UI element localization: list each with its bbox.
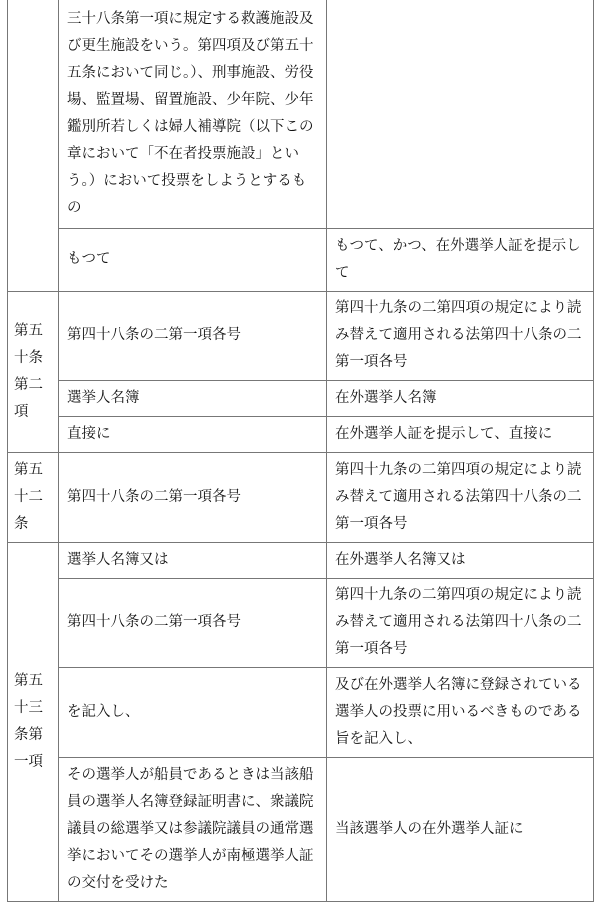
- table-row: [8, 416, 594, 452]
- original-text-cell: 選挙人名簿: [59, 380, 327, 416]
- table-row: [8, 452, 594, 542]
- table-row: [8, 0, 594, 228]
- replacement-text-cell: 及び在外選挙人名簿に登録されている選挙人の投票に用いるべきものである旨を記入し、: [327, 667, 594, 757]
- article-cell: [8, 0, 59, 291]
- original-text-cell: 選挙人名簿又は: [59, 542, 327, 578]
- replacement-text-cell: 在外選挙人証を提示して、直接に: [327, 416, 594, 452]
- replacement-text-cell: 在外選挙人名簿: [327, 380, 594, 416]
- law-document: [7, 0, 594, 902]
- original-text-cell: もつて: [59, 228, 327, 291]
- article-cell: 第五十二条: [8, 452, 59, 542]
- replacement-text-cell: 第四十九条の二第四項の規定により読み替えて適用される法第四十八条の二第一項各号: [327, 578, 594, 667]
- original-text-cell: 第四十八条の二第一項各号: [59, 452, 327, 542]
- replacement-text-cell: [327, 0, 594, 228]
- replacement-text-cell: 在外選挙人名簿又は: [327, 542, 594, 578]
- replacement-text-cell: 第四十九条の二第四項の規定により読み替えて適用される法第四十八条の二第一項各号: [327, 291, 594, 380]
- table-row: [8, 228, 594, 291]
- table-row: [8, 380, 594, 416]
- original-text-cell: 直接に: [59, 416, 327, 452]
- replacement-table: [7, 0, 594, 902]
- table-row: [8, 291, 594, 380]
- original-text-cell: 三十八条第一項に規定する救護施設及び更生施設をいう。第四項及び第五十五条において同じ。）、刑事施設、労役場、監置場、留置施設、少年院、少年鑑別所若しくは婦人補導院（以下この章において「不在者投票施設」という。）において投票をしようとするもの: [59, 0, 327, 228]
- table-row: [8, 542, 594, 578]
- replacement-text-cell: 当該選挙人の在外選挙人証に: [327, 757, 594, 901]
- table-row: [8, 578, 594, 667]
- replacement-text-cell: 第四十九条の二第四項の規定により読み替えて適用される法第四十八条の二第一項各号: [327, 452, 594, 542]
- original-text-cell: 第四十八条の二第一項各号: [59, 578, 327, 667]
- article-cell: 第五十三条第一項: [8, 542, 59, 901]
- table-row: [8, 757, 594, 901]
- original-text-cell: を記入し、: [59, 667, 327, 757]
- original-text-cell: その選挙人が船員であるときは当該船員の選挙人名簿登録証明書に、衆議院議員の総選挙又は参議院議員の通常選挙においてその選挙人が南極選挙人証の交付を受けた: [59, 757, 327, 901]
- article-cell: 第五十条第二項: [8, 291, 59, 452]
- table-row: [8, 667, 594, 757]
- replacement-text-cell: もつて、かつ、在外選挙人証を提示して: [327, 228, 594, 291]
- original-text-cell: 第四十八条の二第一項各号: [59, 291, 327, 380]
